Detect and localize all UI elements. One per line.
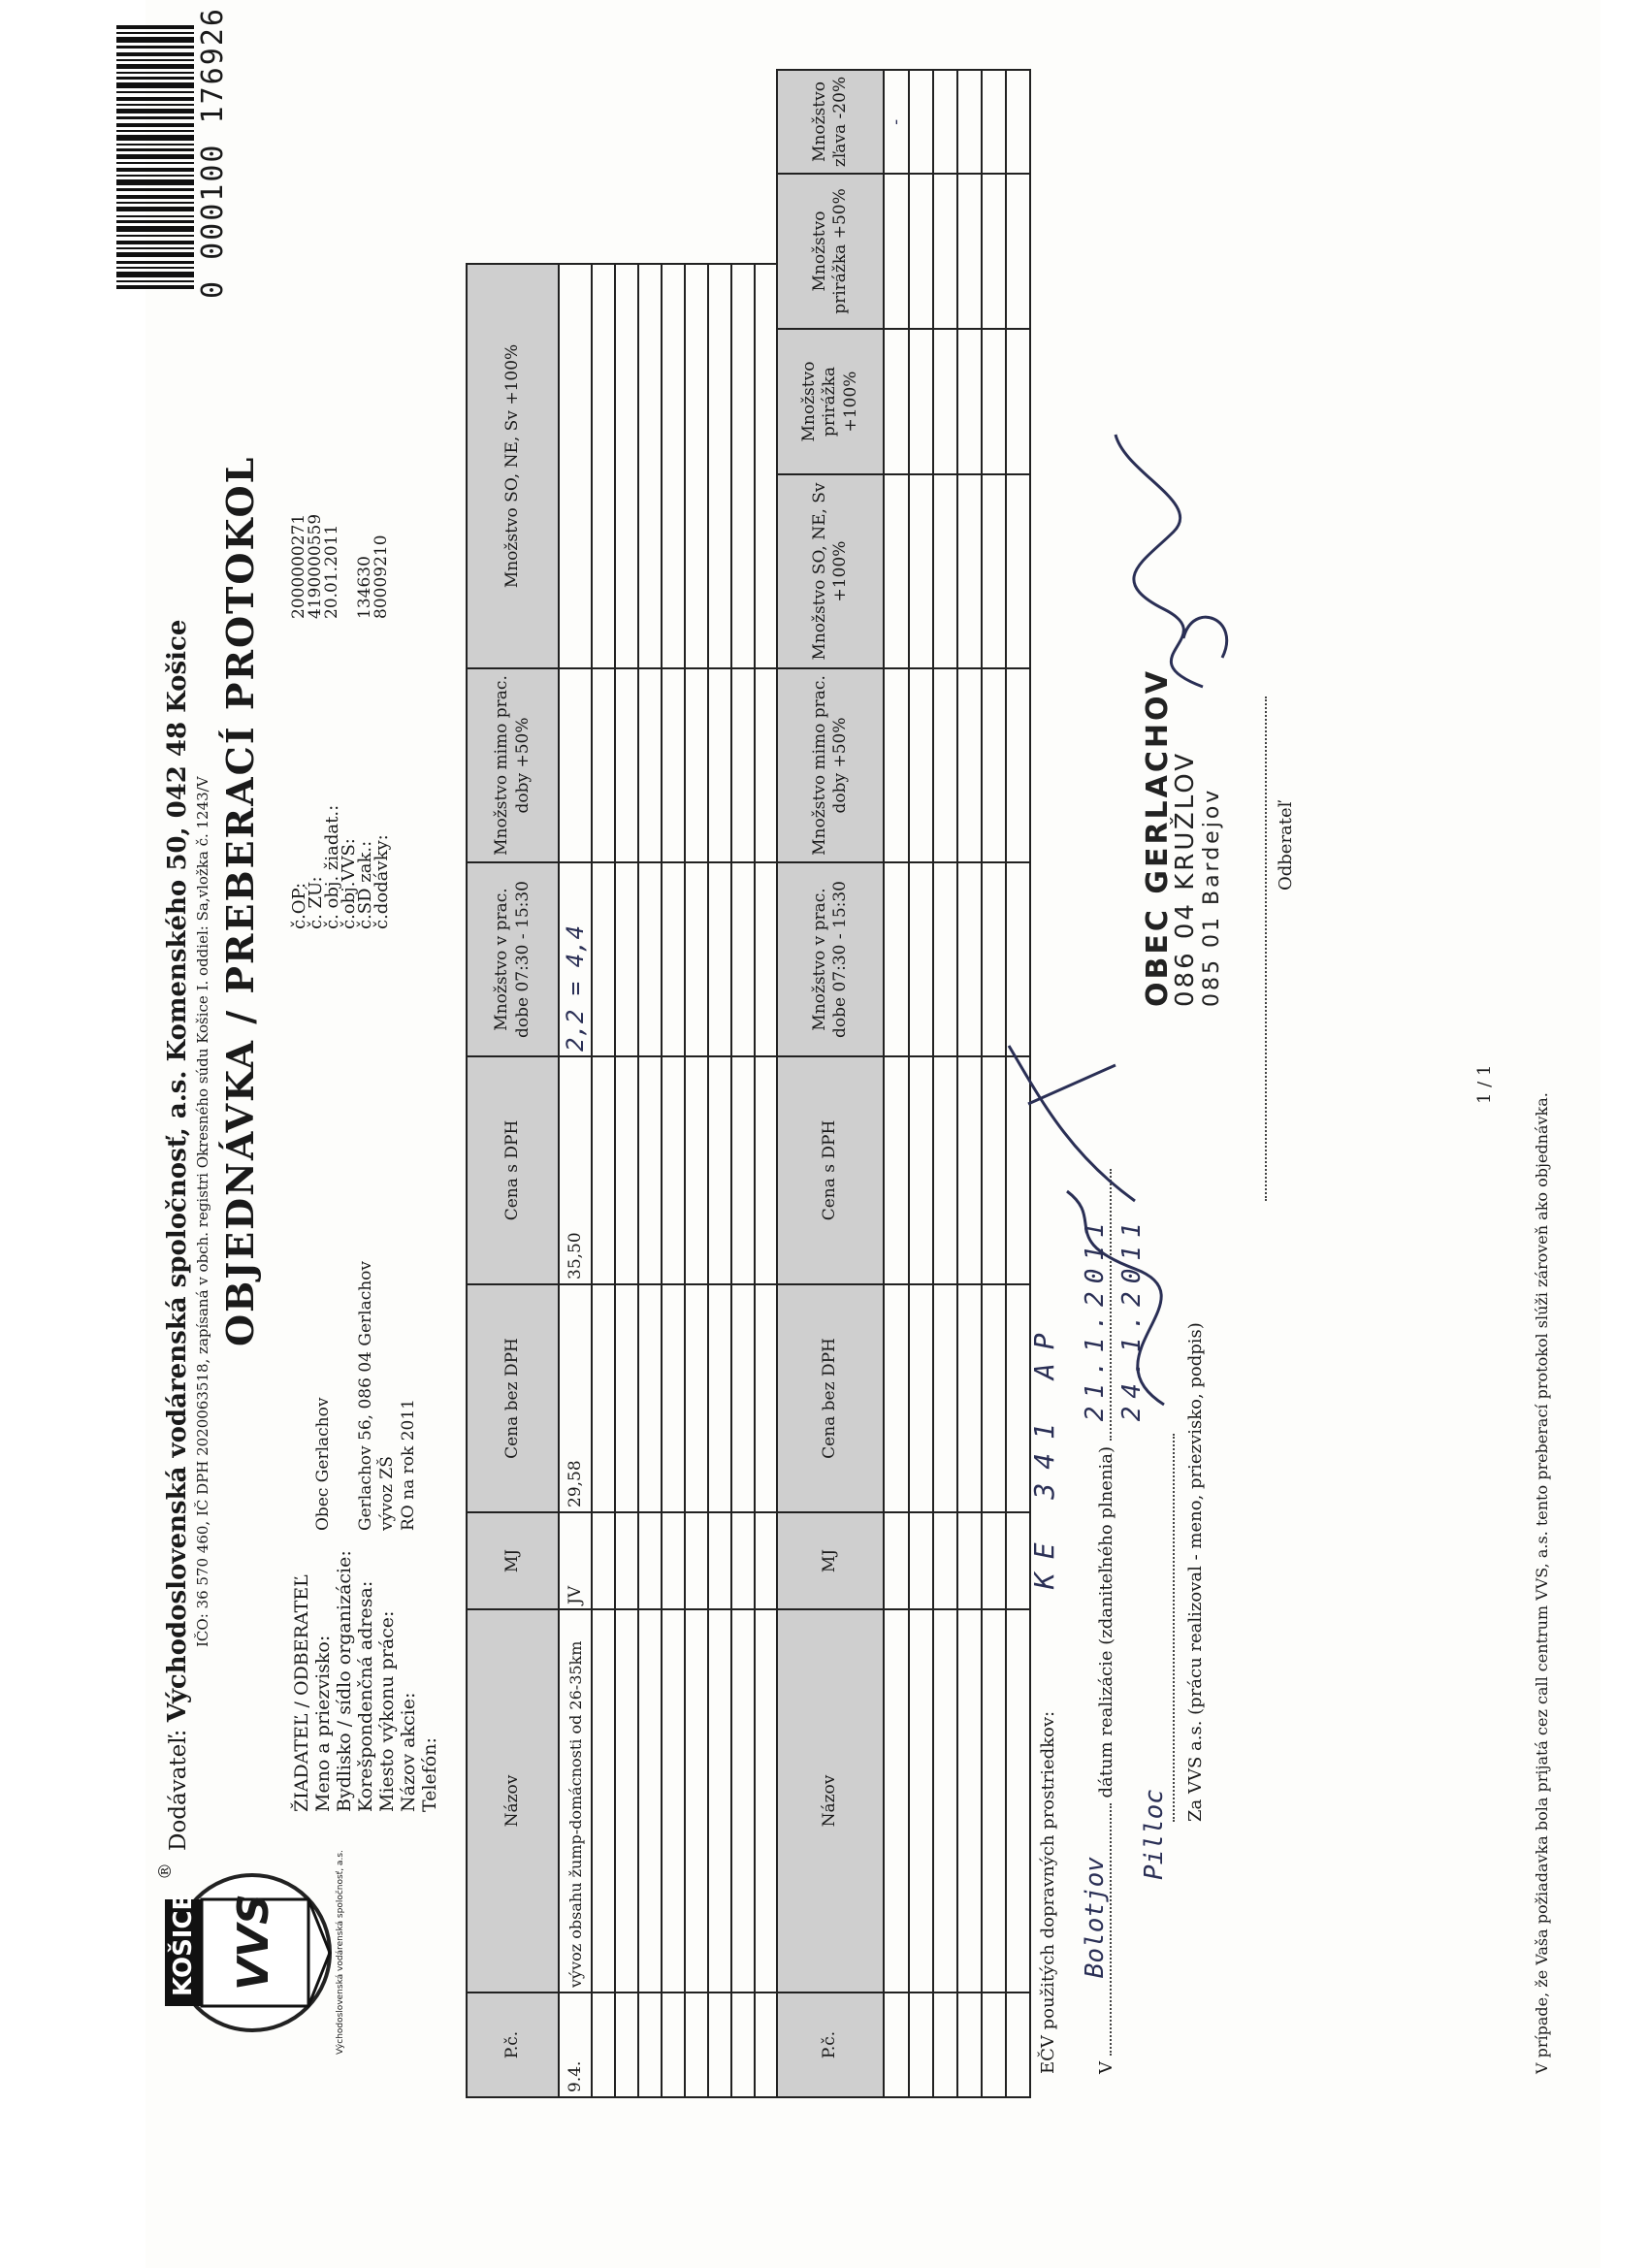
col2-name: Názov — [777, 1609, 884, 1993]
customer-signature-scribble — [1106, 425, 1242, 697]
page-number: 1 / 1 — [1474, 1064, 1495, 1104]
registration-info: IČO: 36 570 460, IČ DPH 2020063518, zapísaná v obch. registri Okresného súdu Košice I. oddiel: Sa,vložka č. 1243/V — [194, 776, 211, 1647]
name-label: Meno a priezvisko: — [312, 1635, 334, 1812]
col2-surcharge-100: Množstvo prirážka +100% — [777, 329, 884, 474]
table-row — [559, 264, 592, 2097]
stamp-line-1: OBEC GERLACHOV — [1141, 668, 1175, 1007]
barcode — [116, 7, 233, 299]
zu-value: 4190000559 — [306, 513, 325, 619]
sd-value: 134630 — [355, 556, 374, 619]
items-table — [466, 263, 802, 2098]
date-label: dátum realizácie (zdaniteľného plnenia) — [1096, 1445, 1116, 1798]
stamp-line-2: 086 04 KRUŽLOV — [1171, 750, 1200, 1007]
order-info-labels — [291, 805, 390, 929]
col-qty-weekend: Množstvo SO, NE, Sv +100% — [467, 264, 559, 668]
col2-qty-work: Množstvo v prac. dobe 07:30 - 15:30 — [777, 862, 884, 1056]
requester-order-label: č. obj. žiadat.: — [322, 804, 342, 929]
vvs-order-label: č.obj.VVS: — [339, 838, 359, 929]
logo-mark: VVS — [229, 1894, 278, 1991]
row-qty-weekend — [559, 264, 592, 668]
ecv-row — [1028, 1319, 1060, 2074]
stamp-line-3: 085 01 Bardejov — [1200, 787, 1224, 1007]
date-value-1: 21.1.2011 — [1081, 1215, 1110, 1422]
vvs-logo — [155, 1850, 345, 2055]
logo-ring-text: Východoslovenská vodárenská spoločnosť, a.s. — [336, 1850, 345, 2055]
row-number: 9.4. — [559, 1993, 592, 2097]
col-price-net: Cena bez DPH — [467, 1284, 559, 1512]
row-unit: JV — [559, 1512, 592, 1609]
signer-name: Pilloc — [1140, 1789, 1169, 1880]
row-qty-work: 2,2 = 4,4 — [559, 862, 592, 1056]
col-unit: MJ — [467, 1512, 559, 1609]
supplier-line — [163, 620, 192, 1851]
op-label: č.OP: — [289, 882, 309, 929]
surcharge-table — [776, 69, 1031, 2098]
registered-mark: ® — [155, 1863, 176, 1880]
sd-label: č.SD zak.: — [355, 840, 375, 929]
vvs-sign-label: Za VVS a.s. (prácu realizoval - meno, priezvisko, podpis) — [1185, 1322, 1206, 1822]
col2-unit: MJ — [777, 1512, 884, 1609]
col2-number: P.č. — [777, 1993, 884, 2097]
v-label: V — [1096, 2061, 1116, 2074]
zu-label: č. ZÚ: — [306, 876, 326, 929]
col2-discount-20: Množstvo zľava -20% — [777, 70, 884, 174]
row-qty-overtime — [559, 668, 592, 862]
action-label: Názov akcie: — [398, 1692, 419, 1812]
col2-surcharge-50: Množstvo prirážka +50% — [777, 174, 884, 329]
odberatel-label: Odberateľ — [1276, 801, 1296, 891]
delivery-label: č.dodávky: — [372, 834, 392, 929]
row-price-net: 29,58 — [559, 1284, 592, 1512]
col2-qty-overtime: Množstvo mimo prac. doby +50% — [777, 668, 884, 862]
barcode-number: 0 000100 176926 — [196, 7, 230, 299]
customer-stamp — [1141, 668, 1226, 1007]
requester-heading: ŽIADATEĽ / ODBERATEĽ — [291, 1574, 312, 1812]
col-number: P.č. — [467, 1993, 559, 2097]
col-qty-work: Množstvo v prac. dobe 07:30 - 15:30 — [467, 862, 559, 1056]
op-value: 2000000271 — [289, 513, 308, 619]
date-signature-scribble — [999, 1026, 1154, 1220]
address-label: Korešpondenčná adresa: — [355, 1580, 376, 1812]
col-qty-overtime: Množstvo mimo prac. doby +50% — [467, 668, 559, 862]
phone-label: Telefón: — [419, 1737, 440, 1812]
call-center-note: V prípade, že Vaša požiadavka bola prijatá cez call centrum VVS, a.s. tento preberací protokol slúži zároveň ako objednávka. — [1533, 1092, 1551, 2074]
row-price-vat: 35,50 — [559, 1056, 592, 1284]
customer-sign-line — [1251, 697, 1296, 1201]
col2-price-net: Cena bez DPH — [777, 1284, 884, 1512]
action-value: vývoz ZŠ — [377, 1456, 397, 1531]
row-name: vývoz obsahu žump-domácnosti od 26-35km — [559, 1609, 592, 1993]
delivery-value: 80009210 — [372, 535, 391, 619]
program-value: RO na rok 2011 — [399, 1399, 418, 1531]
col-price-vat: Cena s DPH — [467, 1056, 559, 1284]
col2-price-vat: Cena s DPH — [777, 1056, 884, 1284]
customer-values — [312, 1261, 419, 1531]
address-value: Gerlachov 56, 086 04 Gerlachov — [356, 1260, 375, 1531]
supplier-name: Východoslovenská vodárenská spoločnosť, a.s. Komenského 50, 042 48 Košice — [163, 619, 192, 1723]
col2-qty-weekend: Množstvo SO, NE, Sv +100% — [777, 474, 884, 668]
requester-order-value: 20.01.2011 — [322, 524, 341, 619]
barcode-bars — [116, 17, 194, 289]
work-place-label: Miesto výkonu práce: — [376, 1610, 398, 1812]
col-name: Názov — [467, 1609, 559, 1993]
place-value: Bolotjov — [1081, 1857, 1110, 1979]
dash-mark: - — [884, 70, 909, 174]
ecv-value: KE 341 AP — [1028, 1319, 1060, 1590]
residence-label: Bydlisko / sídlo organizácie: — [334, 1550, 355, 1812]
ecv-label: EČV použitých dopravných prostriedkov: — [1038, 1710, 1058, 2074]
logo-top-text: KOŠICE — [169, 1893, 198, 1996]
customer-block — [291, 1550, 440, 1812]
date-value-2: 24.1.2011 — [1117, 1215, 1147, 1422]
order-info-values — [291, 514, 390, 619]
supplier-label: Dodávateľ: — [166, 1729, 191, 1851]
name-value: Obec Gerlachov — [313, 1397, 333, 1531]
page-title: OBJEDNÁVKA / PREBERACÍ PROTOKOL — [218, 455, 262, 1346]
